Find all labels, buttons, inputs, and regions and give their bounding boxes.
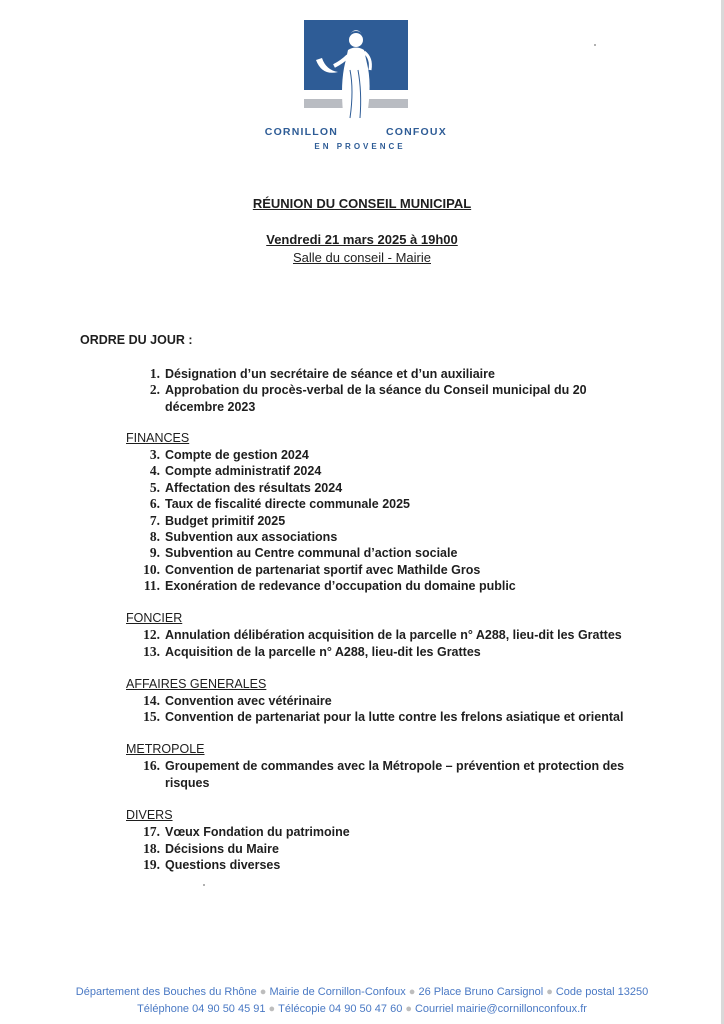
- item-number: 13.: [143, 644, 160, 659]
- item-text: Convention de partenariat pour la lutte contre les frelons asiatique et oriental: [165, 710, 624, 724]
- section-heading-divers: DIVERS: [126, 808, 173, 822]
- logo-name-right: CONFOUX: [386, 126, 447, 138]
- item-number: 17.: [143, 824, 160, 839]
- footer-line-2: [0, 1003, 724, 1015]
- section-heading-finances: FINANCES: [126, 431, 190, 445]
- item-number: 8.: [149, 529, 160, 544]
- footer-department: Département des Bouches du Rhône: [75, 986, 257, 998]
- item-number: 14.: [143, 693, 160, 708]
- item-text: Approbation du procès-verbal de la séance du Conseil municipal du 20 décembre 2023: [165, 383, 587, 414]
- item-text: Convention avec vétérinaire: [165, 694, 332, 708]
- cornillon-confoux-logo: [304, 20, 408, 121]
- footer-mairie: Mairie de Cornillon-Confoux: [269, 986, 406, 998]
- item-text: Acquisition de la parcelle n° A288, lieu-dit les Grattes: [165, 645, 481, 659]
- item-text: Groupement de commandes avec la Métropole – prévention et protection des risques: [165, 759, 625, 790]
- item-text: Exonération de redevance d’occupation du domaine public: [165, 579, 516, 593]
- footer-fax: Télécopie 04 90 50 47 60: [278, 1003, 403, 1015]
- item-number: 4.: [149, 463, 160, 478]
- item-text: Vœux Fondation du patrimoine: [165, 825, 350, 839]
- item-text: Compte administratif 2024: [165, 464, 322, 478]
- item-number: 16.: [143, 758, 160, 773]
- footer-email: Courriel mairie@cornillonconfoux.fr: [414, 1003, 587, 1015]
- item-text: Questions diverses: [165, 858, 281, 872]
- item-text: Convention de partenariat sportif avec Mathilde Gros: [165, 563, 481, 577]
- item-text: Compte de gestion 2024: [165, 448, 309, 462]
- footer-postal-code: Code postal 13250: [555, 986, 649, 998]
- bullet-icon: ●: [546, 986, 553, 998]
- item-text: Décisions du Maire: [165, 842, 279, 856]
- meeting-place: Salle du conseil - Mairie: [292, 250, 431, 265]
- item-text: Subvention au Centre communal d’action sociale: [165, 546, 458, 560]
- item-number: 1.: [149, 366, 160, 381]
- section-heading-metropole: METROPOLE: [126, 742, 205, 756]
- item-number: 6.: [149, 496, 160, 511]
- section-heading-affaires-generales: AFFAIRES GENERALES: [126, 677, 267, 691]
- scan-speck: [594, 44, 596, 46]
- footer-address: 26 Place Bruno Carsignol: [418, 986, 544, 998]
- agenda-heading: ORDRE DU JOUR :: [80, 333, 193, 347]
- scan-speck: [203, 884, 205, 886]
- item-number: 3.: [149, 447, 160, 462]
- bullet-icon: ●: [408, 986, 416, 998]
- item-number: 7.: [149, 513, 160, 528]
- item-number: 18.: [143, 841, 160, 856]
- item-number: 9.: [149, 545, 160, 560]
- footer-phone: Téléphone 04 90 50 45 91: [137, 1003, 266, 1015]
- item-text: Budget primitif 2025: [165, 514, 286, 528]
- bullet-icon: ●: [259, 986, 267, 998]
- bullet-icon: ●: [405, 1003, 412, 1015]
- item-number: 12.: [143, 627, 160, 642]
- item-text: Affectation des résultats 2024: [165, 481, 343, 495]
- item-number: 19.: [143, 857, 160, 872]
- item-text: Désignation d’un secrétaire de séance et d’un auxiliaire: [165, 367, 495, 381]
- item-number: 11.: [143, 578, 160, 593]
- footer-line-1: [0, 986, 724, 998]
- item-number: 10.: [143, 562, 160, 577]
- meeting-title: RÉUNION DU CONSEIL MUNICIPAL: [252, 196, 472, 211]
- meeting-date: Vendredi 21 mars 2025 à 19h00: [266, 232, 458, 247]
- item-text: Subvention aux associations: [165, 530, 338, 544]
- logo-name-left: CORNILLON: [264, 126, 338, 138]
- section-heading-foncier: FONCIER: [126, 611, 183, 625]
- bullet-icon: ●: [268, 1003, 276, 1015]
- item-number: 15.: [143, 709, 160, 724]
- logo-subtitle: EN PROVENCE: [314, 142, 406, 151]
- item-number: 2.: [149, 382, 160, 397]
- item-number: 5.: [149, 480, 160, 495]
- item-text: Taux de fiscalité directe communale 2025: [165, 497, 411, 511]
- item-text: Annulation délibération acquisition de la parcelle n° A288, lieu-dit les Grattes: [165, 628, 622, 642]
